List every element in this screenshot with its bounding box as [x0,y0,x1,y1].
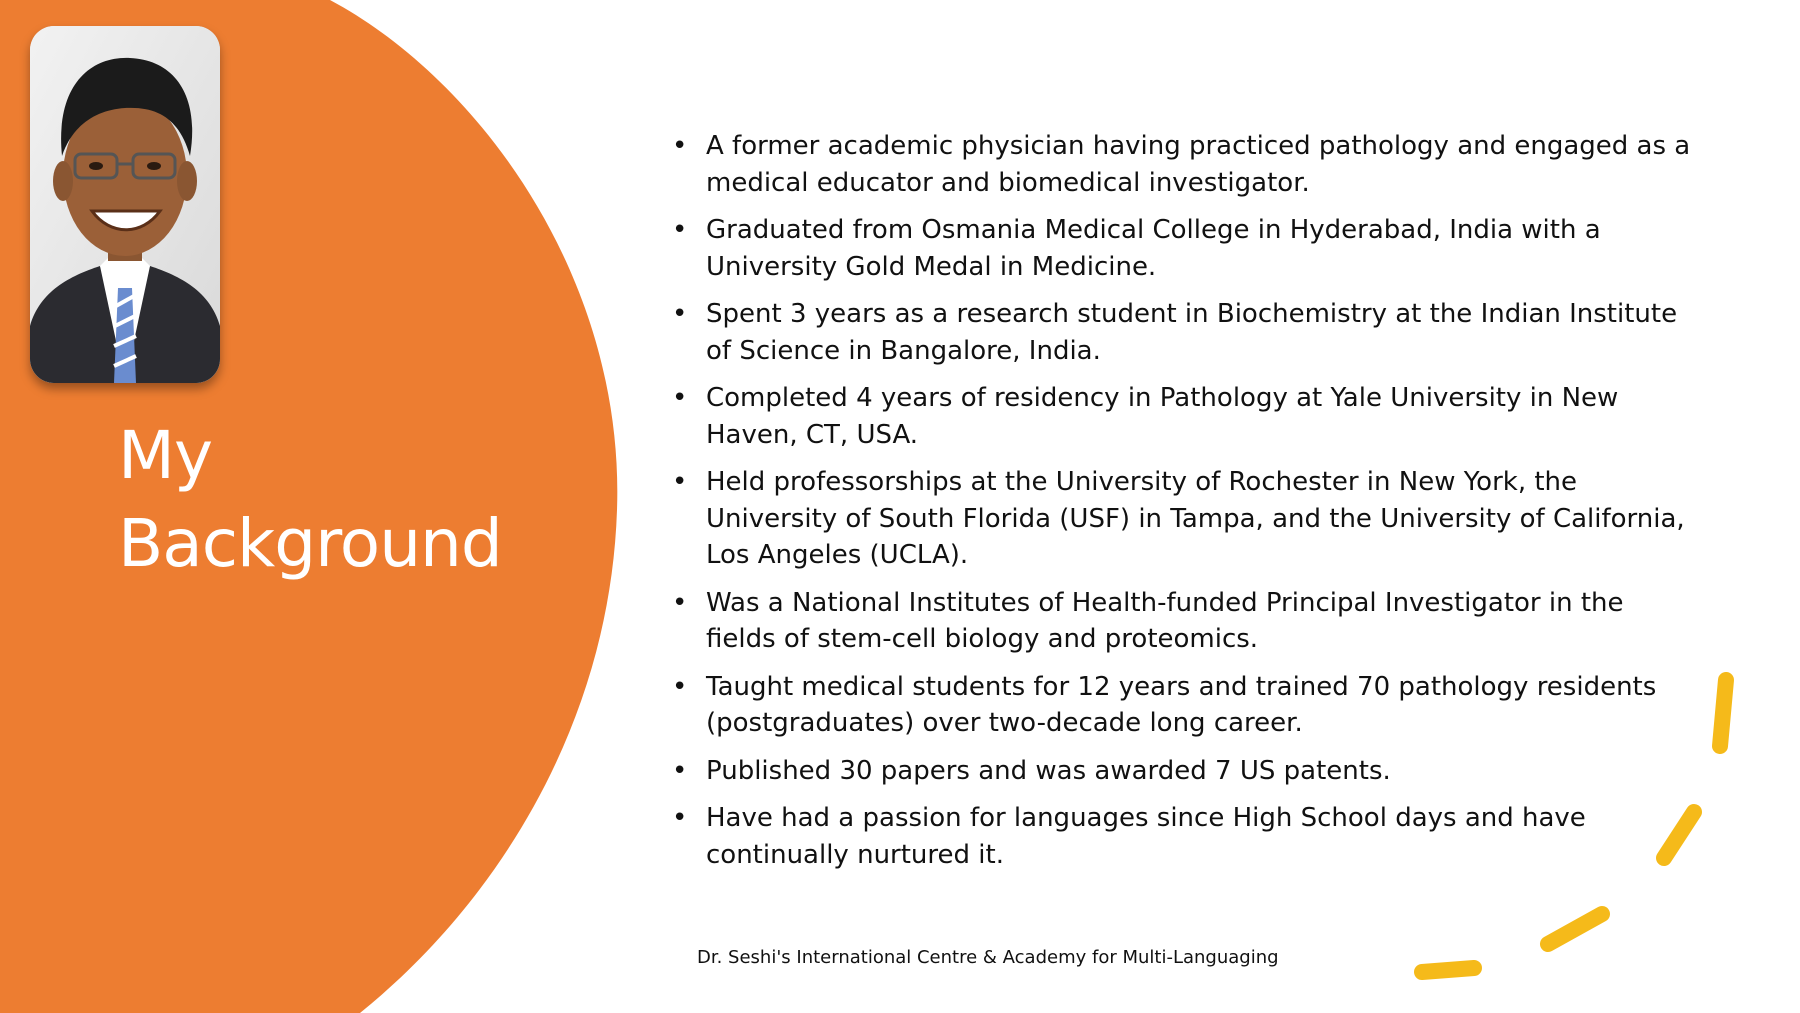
person-portrait-icon [30,26,220,383]
bullet-item [672,380,1692,453]
bullet-text: Graduated from Osmania Medical College in Hyderabad, India with a University Gold Medal in Medicine. [706,215,1601,282]
bullet-item [672,212,1692,285]
bullet-text: Was a National Institutes of Health-funded Principal Investigator in the fields of stem-cell biology and proteomics. [706,587,1624,654]
bullet-text: Held professorships at the University of Rochester in New York, the University of South Florida (USF) in Tampa, and the University of California, Los Angeles (UCLA). [706,467,1685,570]
bullet-dot-icon: • [672,131,688,161]
bullet-dot-icon: • [672,755,688,786]
bullet-dot-icon: • [672,587,688,618]
bullet-dot-icon: • [672,299,688,329]
bullet-item [672,585,1692,658]
bullet-dot-icon: • [672,383,688,413]
bullet-dot-icon: • [672,671,688,702]
bullet-dot-icon: • [672,215,688,245]
bullet-dot-icon: • [672,467,688,497]
portrait-photo [30,26,220,383]
title-line-1: My [118,417,213,494]
bullet-text: Published 30 papers and was awarded 7 US patents. [706,755,1391,786]
bullet-item [672,128,1692,201]
footer-text: Dr. Seshi's International Centre & Academy for Multi-Languaging [697,947,1279,968]
bullet-text: Taught medical students for 12 years and trained 70 pathology residents (postgraduates) over two-decade long career. [706,671,1657,738]
bullet-text: Completed 4 years of residency in Pathology at Yale University in New Haven, CT, USA. [706,383,1619,450]
bullet-item [672,464,1692,574]
bullet-text: A former academic physician having practiced pathology and engaged as a medical educator and biomedical investigator. [706,131,1691,198]
bullet-dot-icon: • [672,803,688,833]
bullet-item [672,296,1692,369]
title-line-2: Background [118,505,502,582]
dashed-arc-decoration [1390,660,1750,990]
bullet-text: Spent 3 years as a research student in Biochemistry at the Indian Institute of Science in Bangalore, India. [706,299,1678,366]
bullet-text: Have had a passion for languages since High School days and have continually nurtured it. [706,803,1586,870]
slide-title [118,412,538,588]
